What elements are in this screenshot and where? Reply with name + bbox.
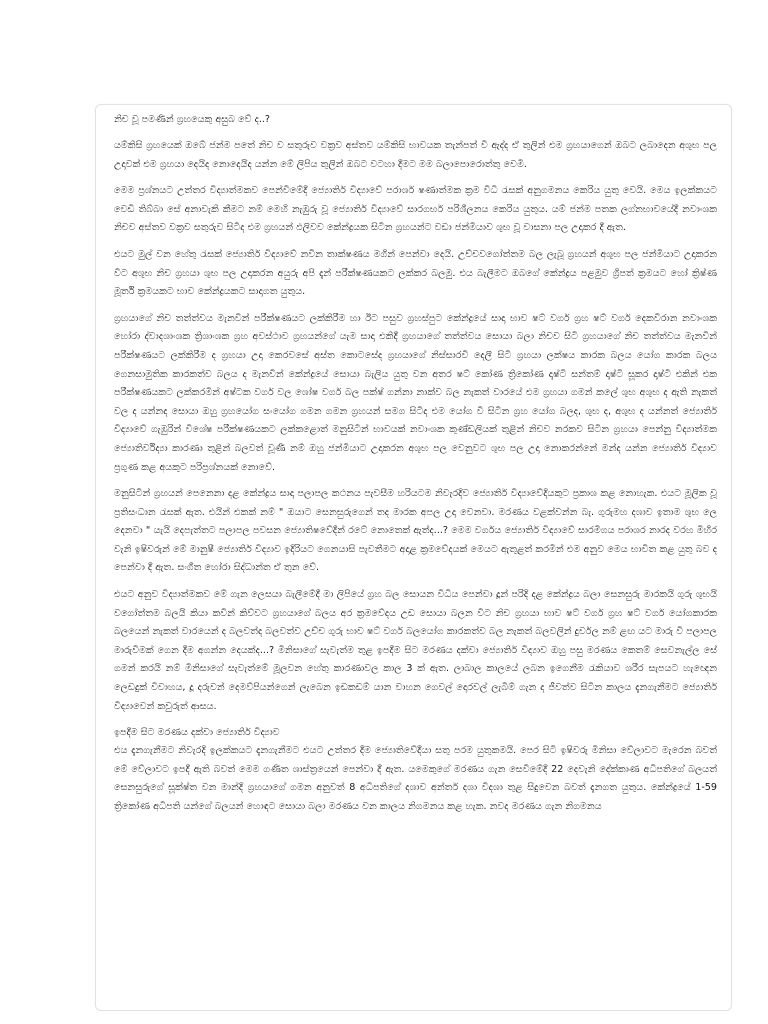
paragraph: එයට මුල් වන හේතු රැසක් ජ්‍යොතිර් විද්‍යාවේ නවීන තාක්ෂණය මගින් පෙන්වා දෙයි. උච්චවගෝත්තම බල ලැබූ ග්‍රහයන් අශුභ පල ජන්මියාට උදාකරන විට අශුභ නිච ග්‍රහයා ශුභ පල උදාකරන අයුරු අපි දැන් පරීක්ෂණයකට ලක්කර බලමු. එය බැලීමට ඔබගේ කේන්ද්‍රය පළමුව ග්‍රිපත් ක්‍රමයට හෝ ක්‍රිෂ්ණ මූර්ති ක්‍රමයකට භාව කේන්ද්‍රයකට සාදාගත යුතුය.: [114, 248, 717, 298]
section-heading: ඉපදීම සිට මරණය දක්වා ජ්‍යොතිර් විද්‍යාව: [114, 727, 280, 739]
paragraph: මනුසිටින් ග්‍රහයන් පෙනෙනා දළ කේන්ද්‍රය සාදා පලාපල කථනය පැවසීම හරියටම නිවැරදිව ජ්‍යොතිර් විද්‍යාවේදියකුට ප්‍රකාශ කළ නොහැක. එයට මූලික වූ ප්‍රතිසංධාන රැසක් ඇත. එයින් එකක් නම් " ඔයාට සෙනසුරුගෙන් තද මාරක අපල උදා වෙනවා. මරණය වළක්වන්න බැ. ගුරුමහ දශාව ඉතාම ශුභ ලෙ දෙනවා " යැයි දෙපැත්තට පලාපල පවසන ජ්‍යොතිෂවේදීන් රටේ නොතෙක් ඇත්ද...? මෙම වර්ගය ජ්‍යොතිර් විද්‍යාවේ සාරමීගය පරාශර නාරද වරහ මිහිර වැනි ඉෂිවරුන් මේ මානුෂී ජ්‍යොතිර් විද්‍යාව ඉදිරියට ගෙනයාසි පැවතීමට අදාළ ක්‍රමවේදයක් මෙයට ඇතුළත් කරමින් එම අනුව මෙය භාවිත කළ යුතු බව ද පෙන්වා දී ඇත. සංගීත හෝරා සිද්ධාන්ත ඒ තුන වේ.: [114, 488, 717, 574]
paragraph: ග්‍රහයාගේ නිච තත්ත්වය මැනවින් පරීක්ෂණයට ලක්කිරීම හා ඊට පසුව ග්‍රහස්පුට කේන්ද්‍රයේ සාදා භාව ෂට් වගර් ග්‍රහ ෂට් වගර් දෙකවිරාන නවාංශක හෝරා ද්වාදශාංශක ත්‍රිශාංශක ග්‍රහ අවස්ථාව ග්‍රහයන්ගේ යැම සාදා එකිදී ග්‍රහයාගේ තත්ත්වය සොයා බලා නිචව සිටි ග්‍රහයාගේ නිච තත්ත්වය මැනවින් පරීක්ෂණයට ලක්කිරීම ද ග්‍රහයා උදා කෙරවසේ අස්ත කොටසේද ග්‍රහයාගේ නිස්සාරවී දෙලී සිටි ග්‍රහයා ලක්ෂය කාරක බලය යෝග කාරක බලය ගෙනසාමුතික කාරකත්ව බලය ද මැනවින් කේන්ද්‍රයේ සොයා බැලිය යුතු වන අතර ෂට් කෝණ ත්‍රිකෝණ දෘෂ්ටි සන්තම් දෘෂ්ටි සූකර දෘෂ්ටි එකින් එක පරීක්ෂණයකට ලක්කරමින් අෂ්ටක වගර් වල ශෝෂ වගර් බල පක්ෂ් ගන්නා නාක්ව බල නැකත් වාරයේ එම ග්‍රහයා ගමන් කලේ ශුභ අශුභ ද ඇති නැකත් වල ද යන්නද සොයා ඔහු ග්‍රහයෝග සංයෝග ගමන ගමන ග්‍රහයන් සමග සිටීද එම යෝග වී සිටින ග්‍රහ යෝග බලද, ශුභ ද, අශුභ ද යන්නත් ජ්‍යොතිර් විද්‍යාවේ ගැඹුරින් විශේෂ පරීක්ෂණයකට ලක්කළොත් මනුසිටින් භාවයක් නවාංශක කුණ්ඩලියක් තුළින් නිචව නරකව සිටින ග්‍රහයා පෙන්නු විද්‍යාත්මක ජ්‍යොතිර්විද්‍යා කාරණා තුළින් බලවත් වූණී නම් ඔහු ජන්මියාට උදාකරන අශුභ පල වෙනුවට ශුභ පල උදා නොකරන්නේ මන්ද යන්න ජ්‍යොතිර් විද්‍යාව ප්‍රගුණ කළ අයකුට පරිප්‍රශ්නයක් නොවේ.: [114, 312, 717, 473]
document-body: [114, 111, 717, 1010]
paragraph: එයට අනුව විද්‍යාත්මකව මේ ගැන ලෙසයා බැලීමේදී මා ලිපියේ ග්‍රහ බල සොයන විධිය පෙන්වා දූන් පරිදි දළ කේන්ද්‍රය බලා සෙනසුරු මාරකයි ගුරු ශුභයි වගෝත්තම බලයි කියා කවින් කිව්වට ග්‍රහයාගේ බලය අර ක්‍රමවේදය උඩ සොයා බලන විට නිච ග්‍රහයා භාව ෂට් වගර් ග්‍රහ ෂට් වගර් යෝගකාරක බලයෙන් නැකත් වාරයෙන් ද බලවත්ද බලවත්ව උච්ච ගුරු භාව ෂට් වගර් බලයෝග කාරකත්ව බල නැකත් බලවලින් දුර්වල නම් ළඟ යට මාරු වී පලාපල මාරුවීමක් ගෙන දීම අගන්න දෙයක්ද...? මිනිසාගේ සැවැත්ම තුළ ඉපදීම සිට මරණය දක්වා ජ්‍යොතිර් විද්‍යාව ඔහු පසු මරණය කෙතම් සෙවනැල්ල සේ ගමන් කරයි නම් මිනිසාගේ සැවැත්මේ මූලවන හේතු කාරණාවල කාල 3 ක් ඇත. ලාබාල කාලයේ ලබන ඉගෙනීම රැකියාව ශරීර සැපයට හැඥෙන ලෙඩදුක් විවාහය, දූ දරුවන් දෙමව්පියන්ගෙන් ලැබෙන ඉඩකඩම් යාන වාහන ගෙවල් දොරවල් ලැබීම් ගැන ද ජීවත්ව සිටින කාලය දැනගැනීමට ජ්‍යොතිර් විද්‍යාවෙන් කවුරුත් ආසය.: [114, 589, 717, 712]
document-page: [95, 104, 732, 1011]
paragraph: එය දැනගැනීමට නිවැරදි ඉලක්කයට දැනගැනීමට එයට උත්තර දීම ජ්‍යොතිවේදීයා සතු පරම යුතුකමයි. පෙර සිටි ඉෂිවරු මිනිසා වේලාවට මැරෙන බවත් මේ වේලාවට ඉපදී ඇති බවත් මෙම ගණිත ශාස්ත්‍රයෙන් පෙන්වා දී ඇත. යමෙකුගේ මරණය ගැන සෙවීමේදී 22 දෙවැනි දේක්කාණ අධිපතිගේ බලයත් සෙනසුරුගේ සූක්ෂ්ත වන මාන්දි ග්‍රහයාගේ ගමන අනුවත් 8 අධිපතිගේ දශාව අන්තර් දශා විදශා තුළ සිදුවෙන බවත් දැනගත යුතුය. කේන්ද්‍රයේ 1-59 ත්‍රිකෝණ අධිපති යන්ගේ බලයන් හොඳට සොයා බලා මරණය වන කාලය නිගමනය කළ හැක. නවද මරණය ගැන නිගමනය: [114, 745, 717, 812]
paragraph: යම්කිසි ග්‍රහයෙක් ඔබේ ජන්ම පතේ නිච ව සතුරුව වක්‍රව අස්තව යම්කිසි භාවයක තැන්පත් වී ඇද්ද ඒ තුලින් එම ග්‍රහයාගෙන් ඔබට ලබාදෙන අශුභ පල උදාවක් එම ග්‍රහයා දෙයිද නොදෙයිද යන්න මේ ලිපිය තුලින් ඔබට වටහා දීමට මම බලාපොරොත්තු වෙමි.: [114, 140, 717, 170]
paragraph: මෙම ප්‍රශ්නයට උත්තර විද්‍යාත්මකව පෙන්වීමේදී ජ්‍යොතිර් විද්‍යාවේ පරාශර් ෂණාත්මක ක්‍රම විධි රැසක් අනුගමනය කෙරිය යුතු වෙයි. මෙය ඉලක්කයට වෙඩි තිබ්බා සේ අනාවැකි කීමට නම් මෙහි නැඹුරු වූ ජ්‍යොතිර් විද්‍යාවේ සාරගර්භ පරිශීලනය කෙරිය යුතුය. යම් ජන්ම පතක ලග්නභාවයේදී නවාංශක නිචව අස්තව වක්‍රව සතුරුව සිටීද එම ග්‍රහයන් ඵලිවව කේන්ද්‍රයක සිටින ග්‍රහයන්ට වඩා ජන්මියාව ශුභ වූ වාසනා පල උදාකර දී ඇත.: [114, 185, 717, 234]
document-title: නිච වූ පම​ණින් ග්‍රහයෙකු අසුබ වේ ද..?: [114, 114, 271, 125]
